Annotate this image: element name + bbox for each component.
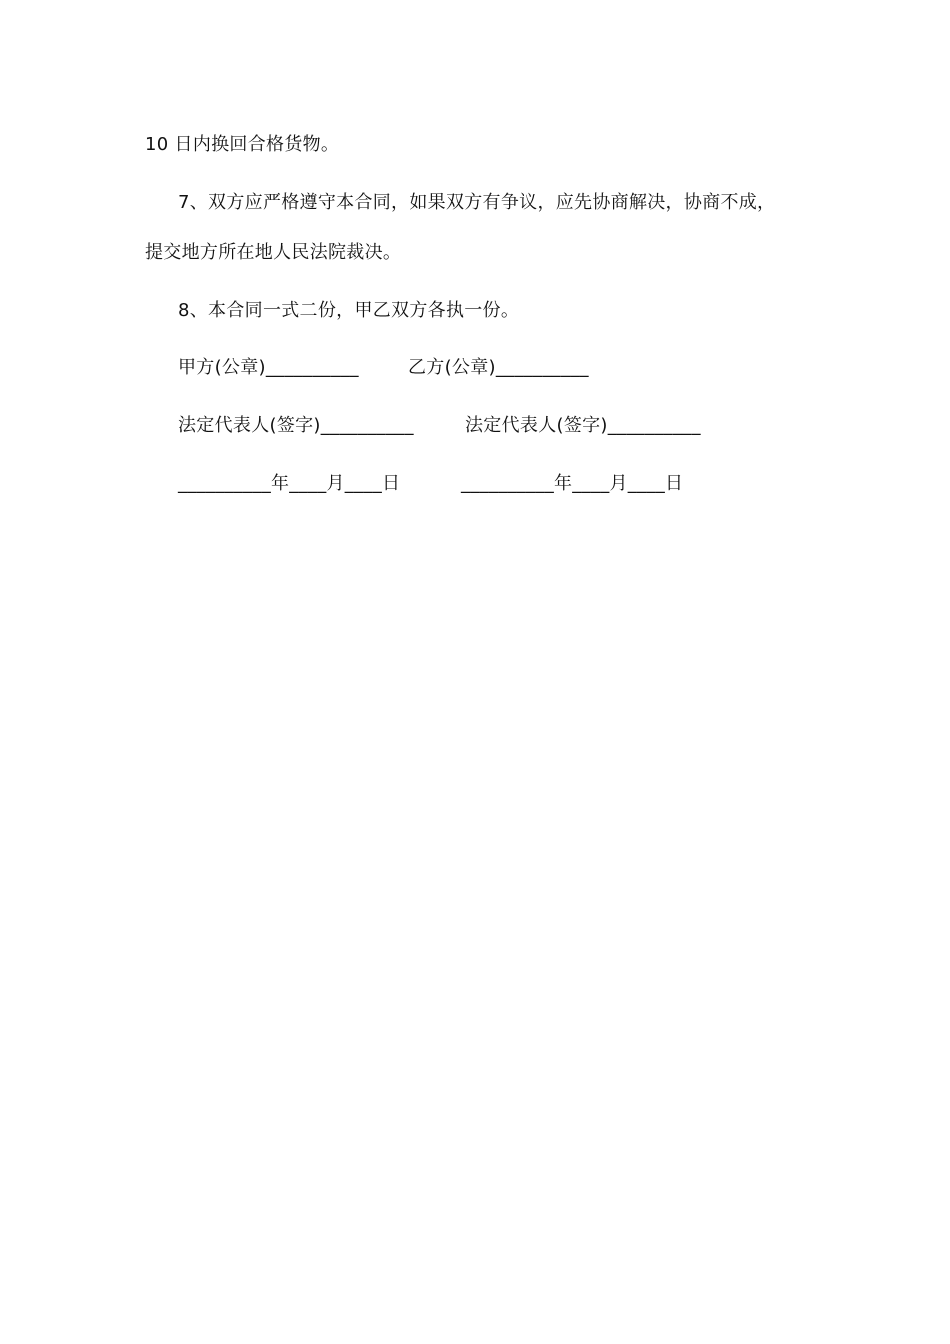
party-b-date-line: __________年____月____日: [461, 473, 684, 494]
party-a-representative-line: 法定代表人(签字)__________: [178, 415, 414, 436]
paragraph-clause-7-line-2: 提交地方所在地人民法院裁决。: [145, 242, 402, 263]
paragraph-clause-7-line-1: 7、双方应严格遵守本合同，如果双方有争议，应先协商解决，协商不成，: [178, 192, 776, 213]
party-a-seal-line: 甲方(公章)__________: [178, 357, 359, 378]
paragraph-replacement-terms: 10 日内换回合格货物。: [145, 134, 340, 155]
party-a-date-line: __________年____月____日: [178, 473, 401, 494]
paragraph-clause-8: 8、本合同一式二份，甲乙双方各执一份。: [178, 300, 520, 321]
party-b-representative-line: 法定代表人(签字)__________: [465, 415, 701, 436]
party-b-seal-line: 乙方(公章)__________: [408, 357, 589, 378]
